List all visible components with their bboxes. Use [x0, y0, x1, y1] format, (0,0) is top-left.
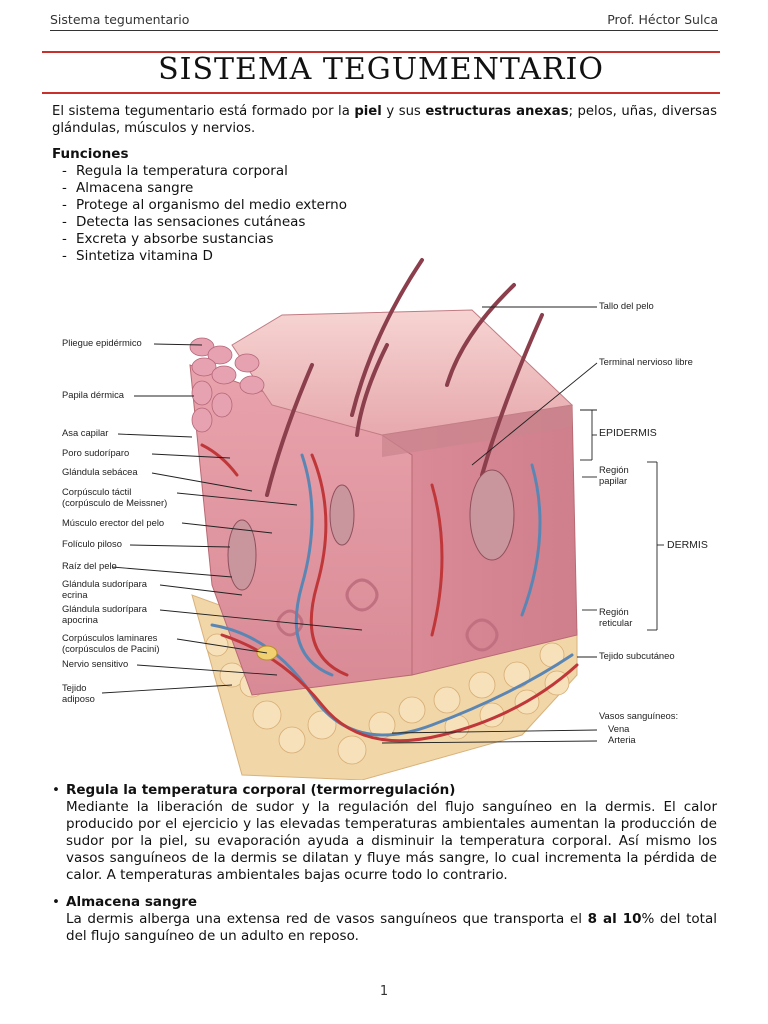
- label-vasos-sanguineos: Vasos sanguíneos:: [599, 710, 679, 721]
- list-item: - Protege al organismo del medio externo: [62, 197, 347, 213]
- label-glandula-ecrina-1: Glándula sudorípara: [62, 578, 147, 589]
- funcion-text: Excreta y absorbe sustancias: [76, 231, 274, 247]
- page-number: 1: [379, 984, 389, 999]
- funcion-text: Protege al organismo del medio externo: [76, 197, 347, 213]
- label-region-reticular-2: reticular: [599, 617, 633, 628]
- label-corpusculo-tactil: Corpúsculo táctil: [62, 486, 132, 497]
- intro-paragraph: [52, 103, 717, 137]
- funcion-text: Almacena sangre: [76, 180, 194, 196]
- list-item: - Excreta y absorbe sustancias: [62, 231, 274, 247]
- section-body: [66, 911, 717, 945]
- label-arteria: Arteria: [608, 734, 636, 745]
- list-item: [52, 782, 717, 884]
- label-terminal-nervioso: Terminal nervioso libre: [599, 356, 693, 367]
- list-item: - Regula la temperatura corporal: [62, 163, 288, 179]
- funciones-heading: Funciones: [52, 146, 129, 162]
- label-asa-capilar: Asa capilar: [62, 427, 109, 438]
- sections-list: [52, 782, 717, 945]
- title-rule-bottom: [42, 92, 720, 94]
- list-item: - Sintetiza vitamina D: [62, 248, 213, 264]
- label-region-papilar-2: papilar: [599, 475, 628, 486]
- label-glandula-ecrina-2: ecrina: [62, 589, 88, 600]
- label-tejido-adiposo-1: Tejido: [62, 682, 87, 693]
- section-body-bold: 8 al 10: [587, 911, 642, 927]
- intro-bold-piel: piel: [354, 104, 382, 119]
- label-epidermis: EPIDERMIS: [599, 427, 657, 439]
- list-item: - Detecta las sensaciones cutáneas: [62, 214, 306, 230]
- list-item: - Almacena sangre: [62, 180, 194, 196]
- label-corpusculos-laminares: Corpúsculos laminares: [62, 632, 158, 643]
- label-raiz-pelo: Raíz del pelo: [62, 560, 117, 571]
- label-dermis: DERMIS: [667, 539, 708, 551]
- section-title: Regula la temperatura corporal (termorregulación): [66, 782, 456, 798]
- bullet-dot-icon: •: [52, 782, 60, 798]
- label-papila-dermica: Papila dérmica: [62, 389, 125, 400]
- funcion-text: Sintetiza vitamina D: [76, 248, 213, 264]
- intro-text-2: y sus: [381, 104, 426, 119]
- label-glandula-apocrina-1: Glándula sudorípara: [62, 603, 147, 614]
- label-pliegue-epidermico: Pliegue epidérmico: [62, 337, 142, 348]
- label-poro-sudoriparo: Poro sudoríparo: [62, 447, 130, 458]
- label-musculo-erector: Músculo erector del pelo: [62, 517, 165, 528]
- label-region-papilar-1: Región: [599, 464, 629, 475]
- label-corpusculo-meissner: (corpúsculo de Meissner): [62, 497, 168, 508]
- label-nervio-sensitivo: Nervio sensitivo: [62, 658, 129, 669]
- section-title: Almacena sangre: [66, 894, 198, 910]
- label-tejido-adiposo-2: adiposo: [62, 693, 95, 704]
- funciones-list: [62, 163, 347, 265]
- intro-bold-anexas: estructuras anexas: [425, 104, 569, 119]
- header-right: Prof. Héctor Sulca: [607, 12, 718, 27]
- header-divider: [50, 30, 718, 31]
- funcion-text: Detecta las sensaciones cutáneas: [76, 214, 306, 230]
- page-title: SISTEMA TEGUMENTARIO: [158, 52, 604, 87]
- bullet-dot-icon: •: [52, 894, 60, 910]
- intro-text-1: El sistema tegumentario está formado por la: [52, 104, 355, 119]
- label-region-reticular-1: Región: [599, 606, 629, 617]
- funcion-text: Regula la temperatura corporal: [76, 163, 288, 179]
- label-foliculo-piloso: Folículo piloso: [62, 538, 122, 549]
- label-tejido-subcutaneo: Tejido subcutáneo: [599, 650, 675, 661]
- list-item: [52, 894, 717, 945]
- header-left: Sistema tegumentario: [50, 12, 190, 27]
- section-body-text-1: La dermis alberga una extensa red de vasos sanguíneos que transporta el: [66, 911, 588, 927]
- label-glandula-sebacea: Glándula sebácea: [62, 466, 138, 477]
- label-glandula-apocrina-2: apocrina: [62, 614, 98, 625]
- label-corpusculos-pacini: (corpúsculos de Pacini): [62, 643, 160, 654]
- section-body-text-2: % del total del flujo sanguíneo de un adulto en reposo.: [66, 911, 718, 944]
- label-vena: Vena: [608, 723, 630, 734]
- intro-text-3: ; pelos, uñas, diversas glándulas, músculos y nervios.: [52, 104, 718, 136]
- label-tallo-pelo: Tallo del pelo: [599, 300, 654, 311]
- section-body: Mediante la liberación de sudor y la regulación del flujo sanguíneo en la dermis. El calor producido por el ejercicio y las elevadas temperaturas ambientales aumentan la producción de sudor por la piel, su evaporación ayuda a disminuir la temperatura corporal. Así mismo los vasos sanguíneos de la dermis se dilatan y fluye más sangre, lo cual incrementa la pérdida de calor. A temperaturas ambientales bajas ocurre todo lo contrario.: [66, 799, 717, 883]
- skin-diagram: [52, 255, 717, 780]
